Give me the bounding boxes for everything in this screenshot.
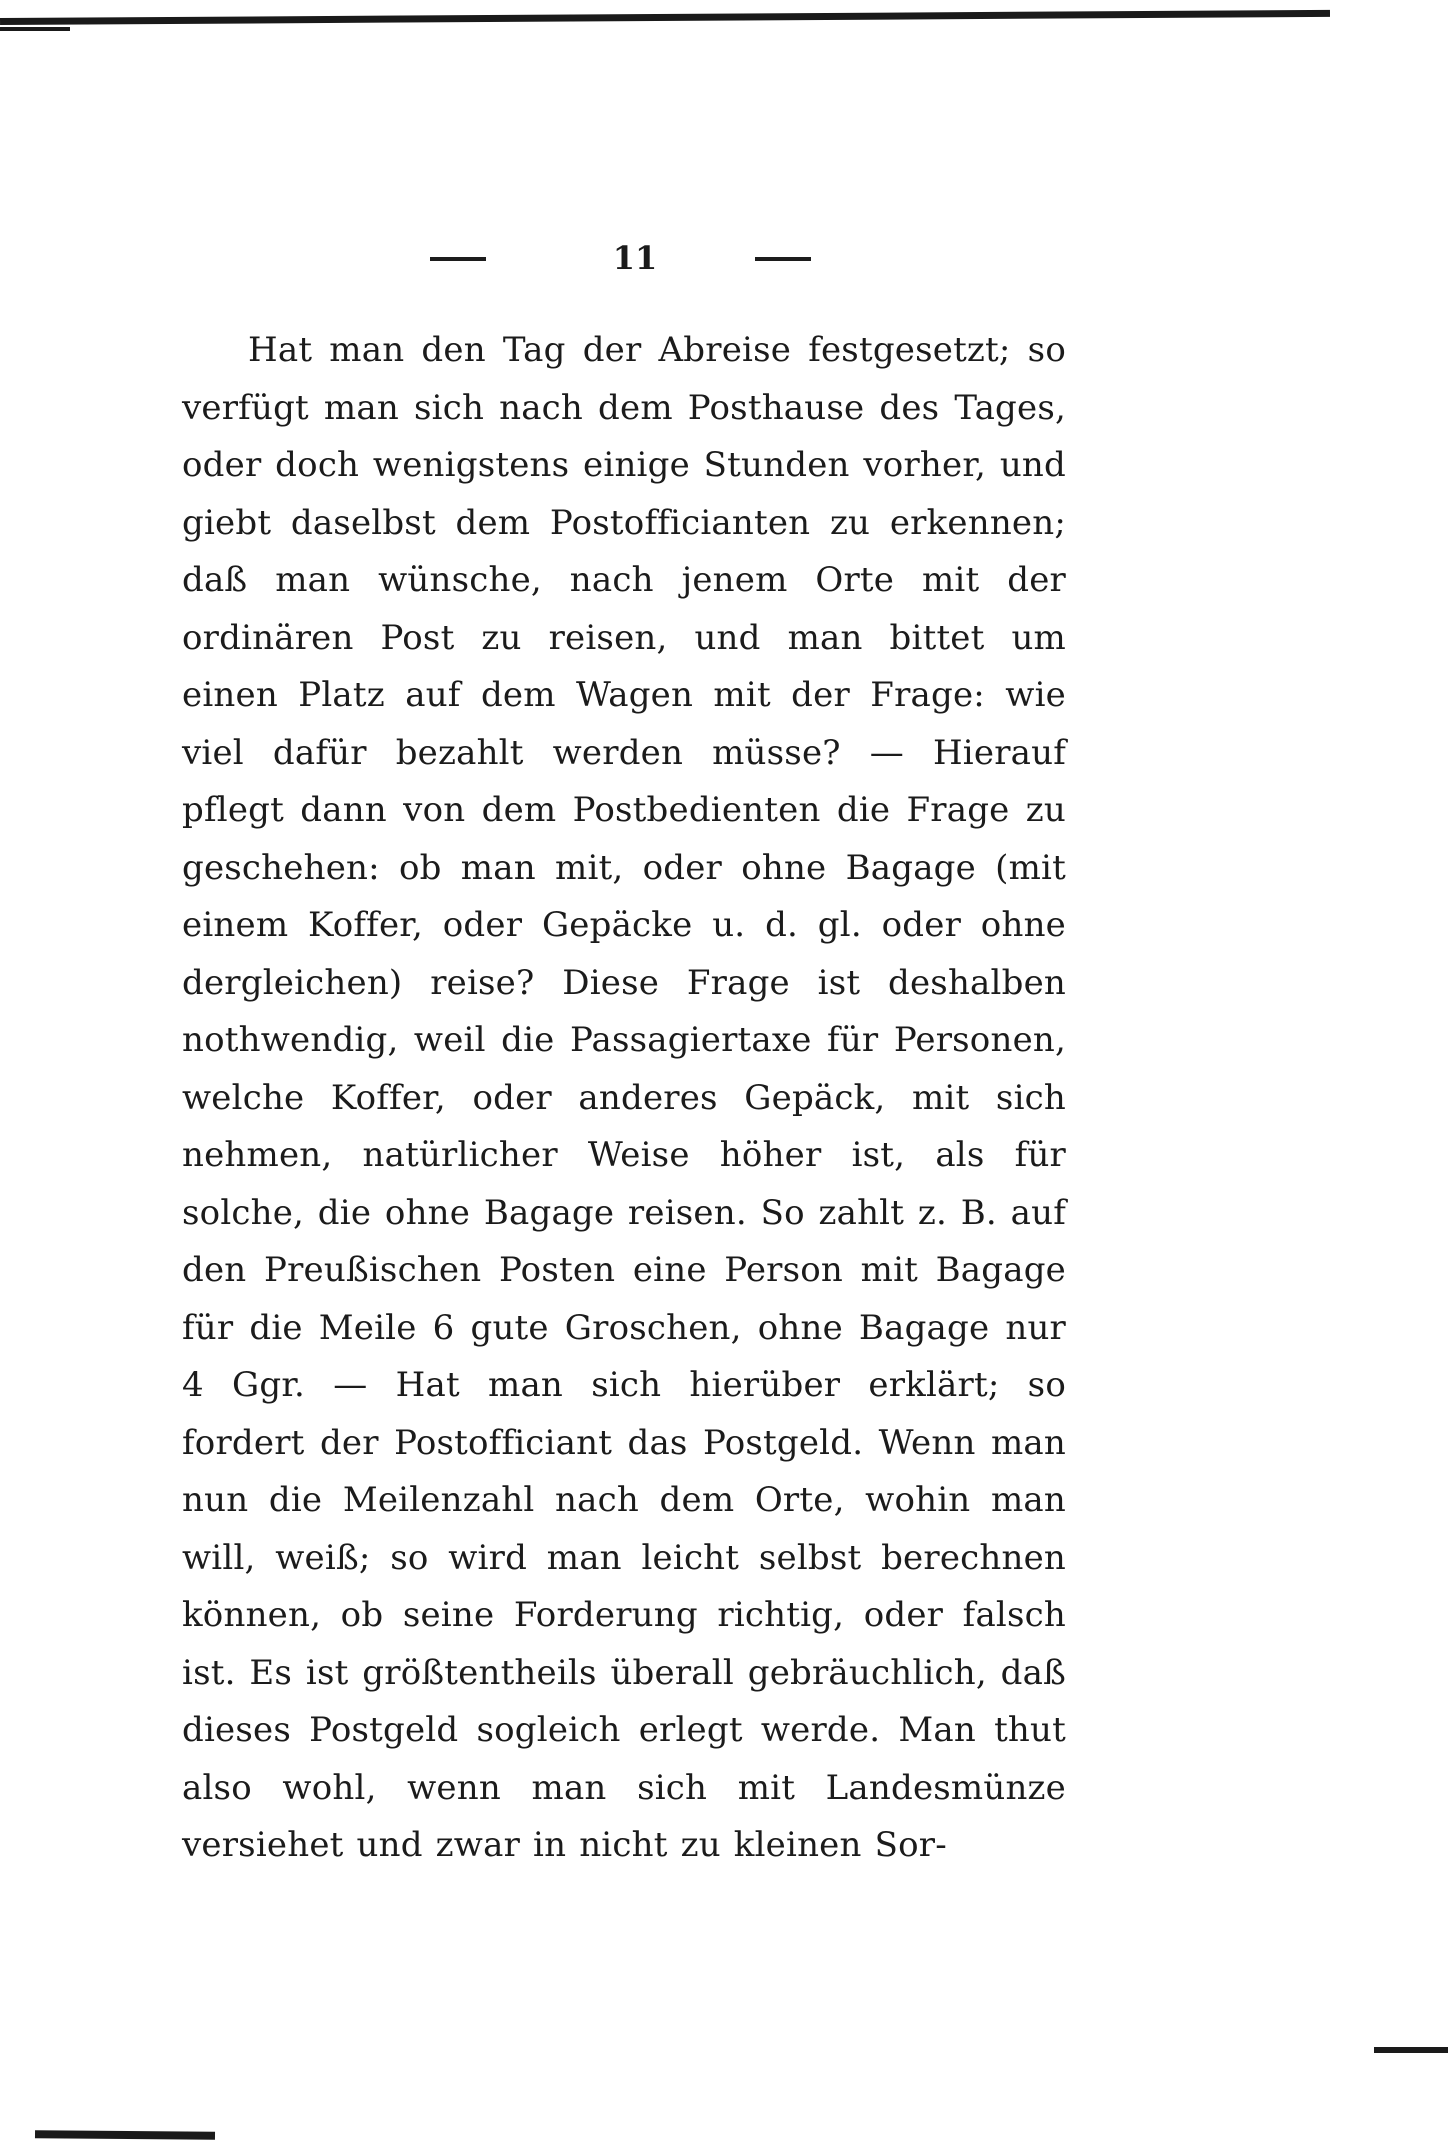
scan-edge-bottom-left — [35, 2130, 215, 2140]
scan-edge-top — [0, 10, 1330, 25]
body-paragraph: Hat man den Tag der Abreise festgesetzt; so verfügt man sich nach dem Posthause des Tages, oder doch wenigstens einige Stunden vorher, und giebt daselbst dem Postofficianten zu erkennen; daß man wünsche, nach jenem Orte mit der ordinären Post zu reisen, und man bittet um einen Platz auf dem Wagen mit der Frage: wie viel dafür bezahlt werden müsse? — Hierauf pflegt dann von dem Postbedienten die Frage zu geschehen: ob man mit, oder ohne Bagage (mit einem Koffer, oder Gepäcke u. d. gl. oder ohne dergleichen) reise? Diese Frage ist deshalben nothwendig, weil die Passagiertaxe für Personen, welche Koffer, oder anderes Gepäck, mit sich nehmen, natürlicher Weise höher ist, als für solche, die ohne Bagage reisen. So zahlt z. B. auf den Preußischen Posten eine Person mit Bagage für die Meile 6 gute Groschen, ohne Bagage nur 4 Ggr. — Hat man sich hierüber erklärt; so fordert der Postofficiant das Postgeld. Wenn man nun die Meilenzahl nach dem Orte, wohin man will, weiß; so wird man leicht selbst berechnen können, ob seine Forderung richtig, oder falsch ist. Es ist größtentheils überall gebräuchlich, daß dieses Postgeld sogleich erlegt werde. Man thut also wohl, wenn man sich mit Landesmünze versiehet und zwar in nicht zu kleinen Sor- — [182, 330, 1066, 1865]
header-dash-left — [430, 257, 486, 261]
scan-edge-top-left — [0, 27, 70, 31]
scan-edge-right — [1374, 2047, 1448, 2053]
page-number: 11 — [612, 239, 658, 277]
header-dash-right — [755, 257, 811, 261]
page-header — [430, 238, 815, 278]
